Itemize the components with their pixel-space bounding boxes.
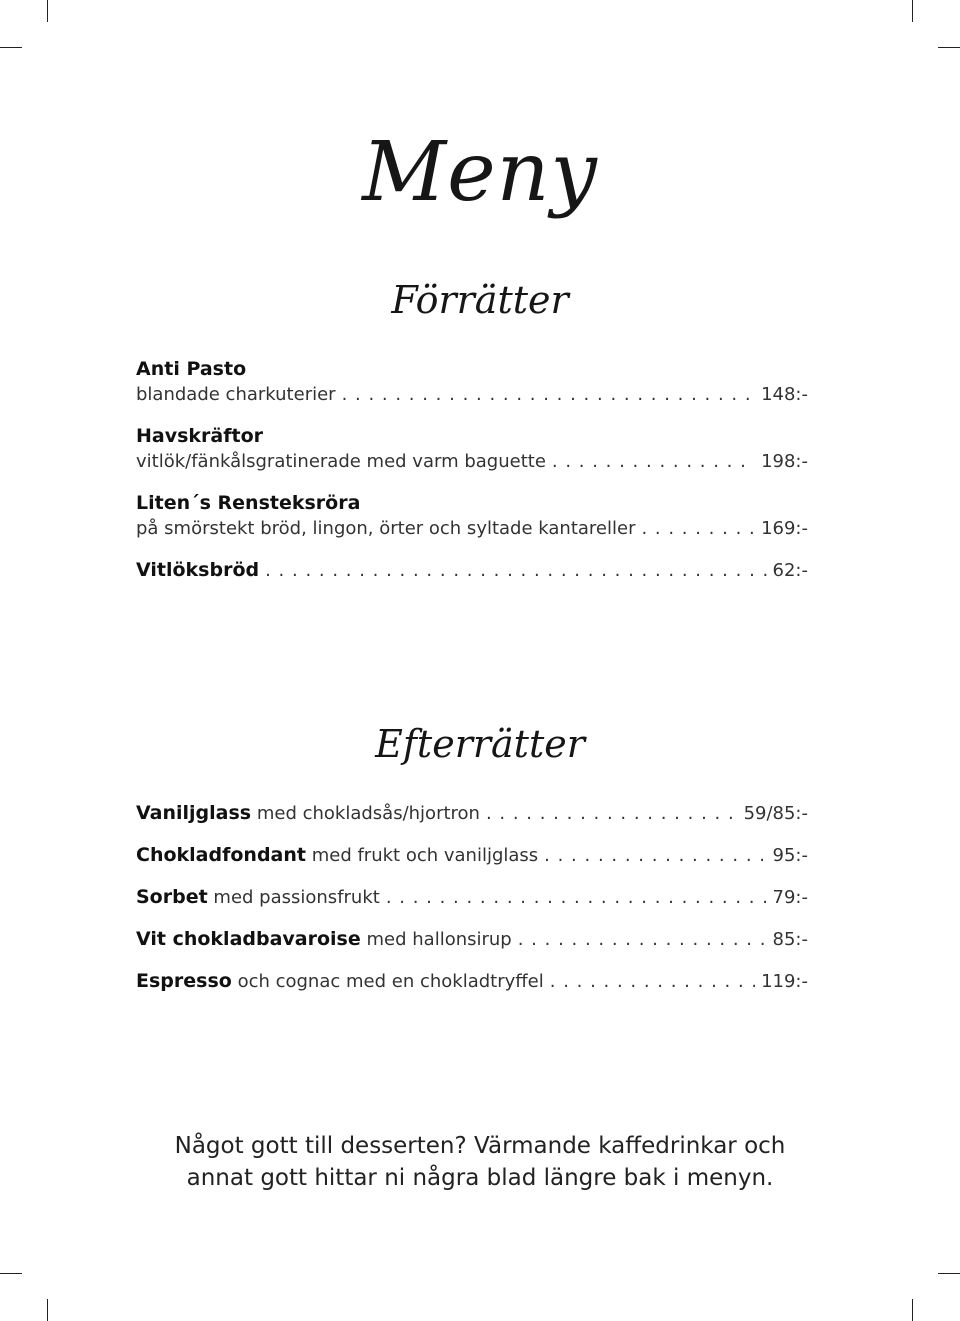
menu-item <box>136 926 808 953</box>
item-price: 169:- <box>761 518 808 539</box>
item-name: Sorbet <box>136 886 208 908</box>
footer-line-2: annat gott hittar ni några blad längre bak i menyn. <box>186 1165 774 1191</box>
dot-leader <box>265 558 766 584</box>
dot-leader <box>386 885 767 911</box>
item-name: Chokladfondant <box>136 844 306 866</box>
menu-item <box>136 356 808 408</box>
item-name: Liten´s Rensteksröra <box>136 492 361 514</box>
dot-leader <box>641 516 755 542</box>
item-row <box>136 449 808 475</box>
dot-leader <box>550 969 755 995</box>
item-price: 95:- <box>772 845 808 866</box>
crop-mark-bottom-right-v <box>912 1299 913 1321</box>
item-name: Anti Pasto <box>136 358 247 380</box>
item-price: 85:- <box>772 929 808 950</box>
dot-leader <box>552 449 755 475</box>
crop-mark-top-right-h <box>938 47 960 48</box>
footer-note <box>0 1130 960 1194</box>
menu-item <box>136 557 808 584</box>
item-description: på smörstekt bröd, lingon, örter och syltade kantareller <box>136 518 636 539</box>
item-name: Vitlöksbröd <box>136 559 260 581</box>
item-price: 198:- <box>761 451 808 472</box>
item-description: med chokladsås/hjortron <box>256 803 480 824</box>
item-name: Espresso <box>136 970 232 992</box>
item-price: 148:- <box>761 384 808 405</box>
desserts-list <box>136 800 808 1010</box>
item-description: med hallonsirup <box>366 929 512 950</box>
item-description: och cognac med en chokladtryffel <box>237 971 544 992</box>
menu-item <box>136 968 808 995</box>
crop-mark-bottom-left-h <box>0 1273 22 1274</box>
item-row <box>136 557 808 584</box>
crop-mark-bottom-left-v <box>47 1299 48 1321</box>
dot-leader <box>342 382 756 408</box>
menu-item <box>136 490 808 542</box>
desserts-heading: Efterrätter <box>375 722 585 766</box>
starters-heading: Förrätter <box>391 278 569 322</box>
item-price: 79:- <box>772 887 808 908</box>
item-description: blandade charkuterier <box>136 384 336 405</box>
item-price: 59/85:- <box>743 803 808 824</box>
dot-leader <box>544 843 766 869</box>
item-price: 119:- <box>761 971 808 992</box>
footer-line-1: Något gott till desserten? Värmande kaffedrinkar och <box>174 1133 786 1159</box>
item-row <box>136 516 808 542</box>
item-name: Vit chokladbavaroise <box>136 928 361 950</box>
item-description: med frukt och vaniljglass <box>311 845 539 866</box>
menu-title: Meny <box>362 125 598 220</box>
crop-mark-top-right-v <box>912 0 913 22</box>
menu-item <box>136 423 808 475</box>
menu-item <box>136 800 808 827</box>
dot-leader <box>518 927 767 953</box>
starters-list <box>136 356 808 599</box>
item-description: med passionsfrukt <box>213 887 380 908</box>
menu-item <box>136 884 808 911</box>
dot-leader <box>486 801 738 827</box>
crop-mark-top-left-v <box>47 0 48 22</box>
item-name: Havskräftor <box>136 425 264 447</box>
crop-mark-bottom-right-h <box>938 1273 960 1274</box>
crop-mark-top-left-h <box>0 47 22 48</box>
item-description: vitlök/fänkålsgratinerade med varm baguette <box>136 451 546 472</box>
item-row <box>136 382 808 408</box>
item-name: Vaniljglass <box>136 802 252 824</box>
item-price: 62:- <box>772 560 808 581</box>
menu-item <box>136 842 808 869</box>
